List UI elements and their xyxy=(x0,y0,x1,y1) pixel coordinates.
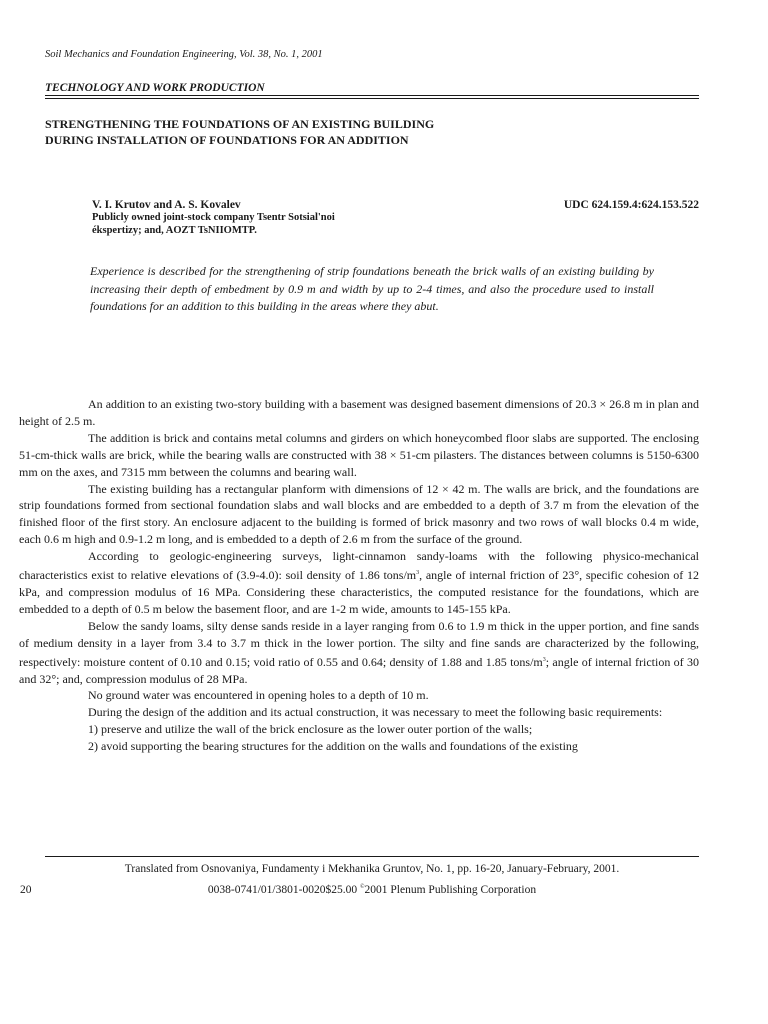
title-line-2: DURING INSTALLATION OF FOUNDATIONS FOR AN ADDITION xyxy=(45,133,409,147)
translation-note: Translated from Osnovaniya, Fundamenty i Mekhanika Gruntov, No. 1, pp. 16-20, January-February, 2001. xyxy=(124,863,620,875)
abstract: Experience is described for the strengthening of strip foundations beneath the brick walls of an existing building by increasing their depth of embedment by 0.9 m and width by up to 2-4 times, and also the procedure used to install foundations for an addition to this building in the areas where they abut. xyxy=(90,264,654,313)
paragraph: 2) avoid supporting the bearing structures for the addition on the walls and foundations of the existing xyxy=(88,739,578,754)
page-number: 20 xyxy=(20,884,32,896)
journal-citation: Soil Mechanics and Foundation Engineering, Vol. 38, No. 1, 2001 xyxy=(45,49,323,60)
paragraph: 1) preserve and utilize the wall of the brick enclosure as the lower outer portion of the walls; xyxy=(88,722,533,737)
paper-page xyxy=(19,0,699,1024)
paragraph: An addition to an existing two-story building with a basement was designed basement dimensions of 20.3 × 26.8 m in plan and height of 2.5 m. xyxy=(19,397,699,428)
article-title xyxy=(45,116,434,148)
affiliation-line-2: ékspertizy; and, AOZT TsNIIOMTP. xyxy=(92,225,257,236)
footer-divider xyxy=(45,856,699,857)
paragraph: The addition is brick and contains metal columns and girders on which honeycombed floor slabs are supported. The enclosing 51-cm-thick walls are brick, while the bearing walls are constructed with 38 × 51-cm pilasters. The distances between columns is 5150-6300 mm on the axes, and 7315 mm between the columns and bearing wall. xyxy=(19,430,699,479)
paragraph: Below the sandy loams, silty dense sands reside in a layer ranging from 0.6 to 1.9 m thick in the upper portion, and fine sands of medium density in a layer from 3.4 to 3.7 m thick in the lower portion. The silty and fine sands are characterized by the following, respectively: moisture content of 0.10 and 0.15; void ratio of 0.55 and 0.64; density of 1.88 and 1.85 tons/$m^3$; angle of internal friction of 30 and 32°; and, compression modulus of 28 MPa. xyxy=(19,618,699,686)
paragraph: The existing building has a rectangular planform with dimensions of 12 × 42 m. The walls are brick, and the foundations are strip foundations formed from sectional foundation slabs and wall blocks and are embedded to a depth of 3.7 m from the elevation of the finished floor of the first story. An enclosure adjacent to the building is formed of brick masonry and two rows of wall blocks 0.4 m wide, each 0.6 m high and 0.9-1.2 m long, and is embedded to a depth of 2.6 m from the surface of the ground. xyxy=(19,481,699,547)
paragraph: No ground water was encountered in opening holes to a depth of 10 m. xyxy=(88,688,429,703)
paragraph: During the design of the addition and its actual construction, it was necessary to meet the following basic requirements: xyxy=(88,705,663,720)
udc-code: UDC 624.159.4:624.153.522 xyxy=(563,199,699,211)
section-heading: TECHNOLOGY AND WORK PRODUCTION xyxy=(45,82,699,96)
authors: V. I. Krutov and A. S. Kovalev xyxy=(92,199,241,211)
title-line-1: STRENGTHENING THE FOUNDATIONS OF AN EXISTING BUILDING xyxy=(45,117,435,131)
affiliation xyxy=(92,211,412,237)
body-text xyxy=(19,396,699,755)
copyright-line: 0038-0741/01/3801-0020$25.00 ©2001 Plenum Publishing Corporation xyxy=(207,884,537,896)
paragraph: According to geologic-engineering surveys, light-cinnamon sandy-loams with the following physico-mechanical characteristics exist to relative elevations of (3.9-4.0): soil density of 1.86 tons/$m^3$, angle of internal friction of 23°, specific cohesion of 12 kPa, and compression modulus of 16 MPa. Considering these characteristics, the computed resistance for the foundations, which are embedded to a depth of 0.5 m below the basement floor, and are 1-2 m wide, amounts to 145-155 kPa. xyxy=(19,549,699,616)
affiliation-line-1: Publicly owned joint-stock company Tsentr Sotsial'noi xyxy=(92,212,335,223)
